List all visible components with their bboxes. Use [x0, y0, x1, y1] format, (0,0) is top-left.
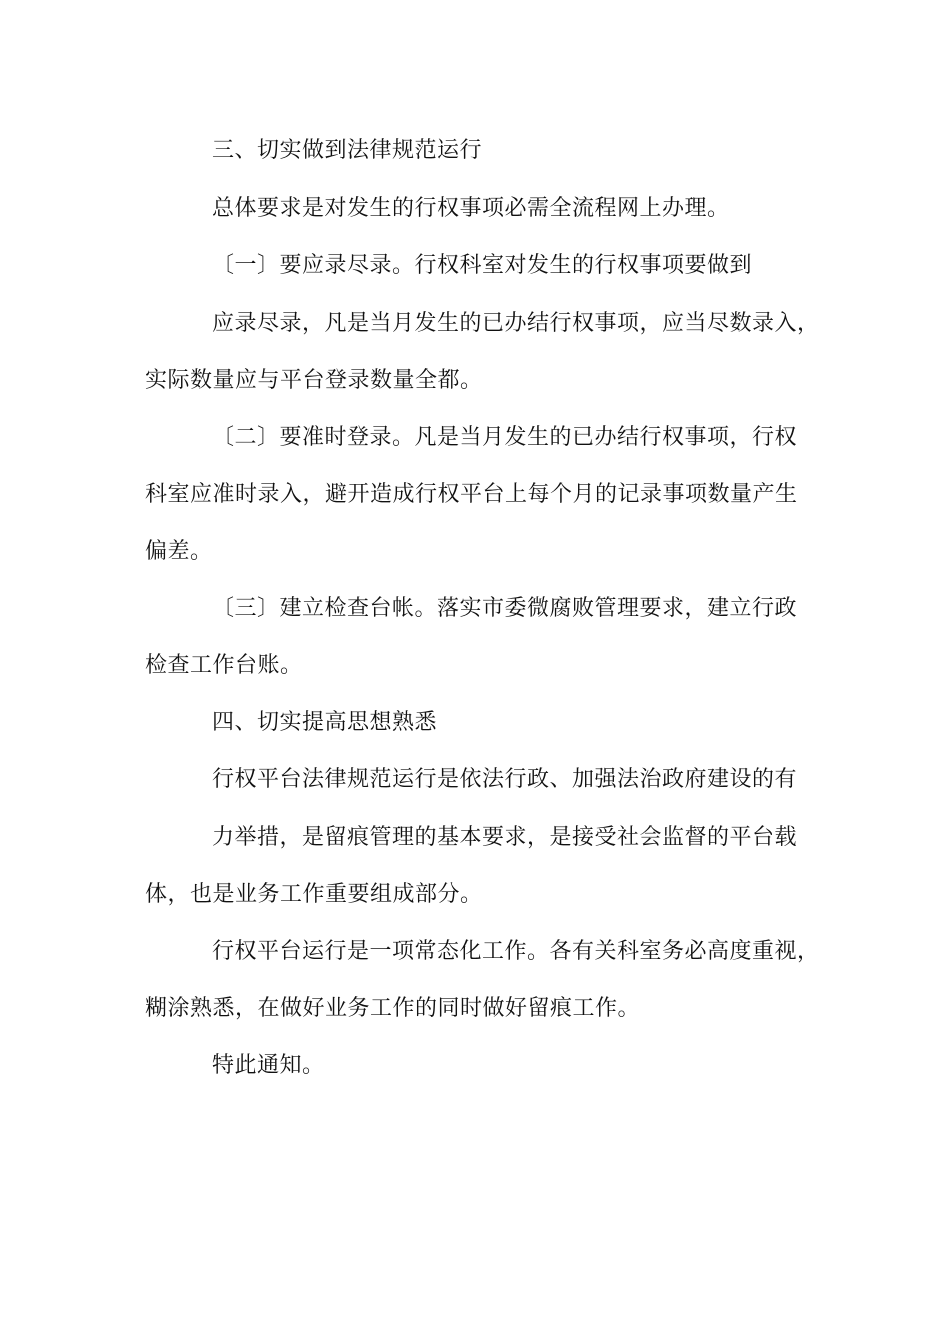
paragraph-line: 体，也是业务工作重要组成部分。 — [145, 882, 483, 907]
paragraph-line: 糊涂熟悉，在做好业务工作的同时做好留痕工作。 — [145, 996, 641, 1021]
paragraph-line: 应录尽录，凡是当月发生的已办结行权事项，应当尽数录入， — [212, 311, 820, 336]
paragraph-line: 〔三〕建立检查台帐。落实市委微腐败管理要求，建立行政 — [212, 596, 798, 621]
paragraph-line: 检查工作台账。 — [145, 653, 303, 678]
paragraph-line: 〔一〕要应录尽录。行权科室对发生的行权事项要做到 — [212, 253, 753, 278]
section-heading-four: 四、切实提高思想熟悉 — [212, 710, 438, 735]
closing-line: 特此通知。 — [212, 1053, 325, 1078]
paragraph-line: 科室应准时录入，避开造成行权平台上每个月的记录事项数量产生 — [145, 482, 798, 507]
paragraph-line: 〔二〕要准时登录。凡是当月发生的已办结行权事项，行权 — [212, 425, 798, 450]
paragraph-line: 行权平台运行是一项常态化工作。各有关科室务必高度重视， — [212, 939, 820, 964]
paragraph-line: 力举措，是留痕管理的基本要求，是接受社会监督的平台载 — [212, 825, 798, 850]
section-heading-three: 三、切实做到法律规范运行 — [212, 138, 483, 163]
paragraph-line: 总体要求是对发生的行权事项必需全流程网上办理。 — [212, 196, 730, 221]
paragraph-line: 行权平台法律规范运行是依法行政、加强法治政府建设的有 — [212, 767, 798, 792]
paragraph-line: 偏差。 — [145, 539, 213, 564]
paragraph-line: 实际数量应与平台登录数量全都。 — [145, 368, 483, 393]
